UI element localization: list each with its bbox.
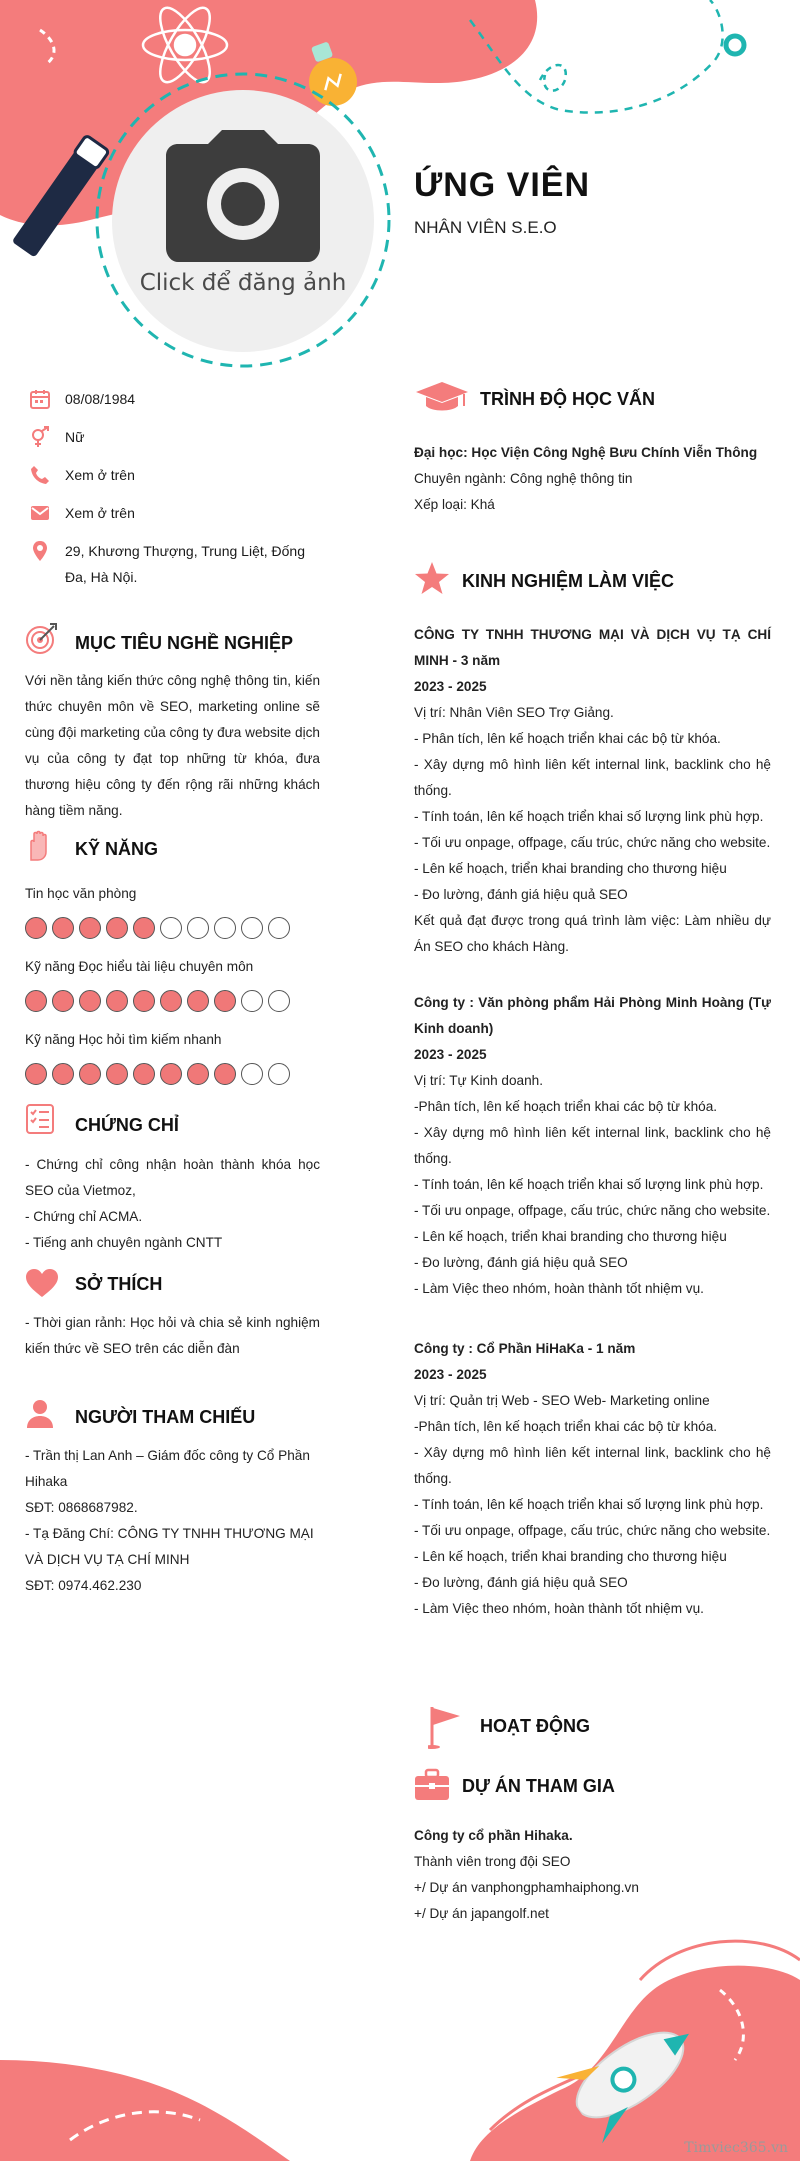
education-school: Đại học: Học Viện Công Nghệ Bưu Chính Viễn Thông	[414, 445, 758, 460]
rating-dot-filled	[52, 990, 74, 1012]
project-company: Công ty cổ phần Hihaka.	[414, 1828, 573, 1843]
certificates-title: CHỨNG CHỈ	[75, 1115, 179, 1135]
rating-dot-filled	[133, 1063, 155, 1085]
contact-text: 08/08/1984	[65, 391, 136, 407]
skills-title: KỸ NĂNG	[75, 839, 159, 859]
project-line: +/ Dự án vanphongphamhaiphong.vn	[414, 1880, 639, 1895]
rating-dot-empty	[268, 917, 290, 939]
hobbies-title: SỞ THÍCH	[75, 1274, 163, 1294]
project-line: Thành viên trong đội SEO	[414, 1854, 571, 1869]
education-major: Chuyên ngành: Công nghệ thông tin	[414, 471, 633, 486]
job-period: 2023 - 2025	[414, 1047, 487, 1062]
job-company: Công ty : Văn phòng phẩm Hải Phòng Minh Hoàng (Tự Kinh doanh)	[414, 995, 771, 1036]
rating-dot-filled	[160, 1063, 182, 1085]
job-line: - Xây dựng mô hình liên kết internal link, backlink cho hệ thống.	[414, 1445, 771, 1486]
education-grade: Xếp loại: Khá	[414, 497, 495, 512]
skill-rating	[25, 1063, 290, 1085]
job-company: Công ty : Cổ Phần HiHaKa - 1 năm	[414, 1341, 636, 1356]
job-line: - Tính toán, lên kế hoạch triển khai số lượng link phù hợp.	[414, 1497, 764, 1512]
job-period: 2023 - 2025	[414, 679, 487, 694]
job-line: Kết quả đạt được trong quá trình làm việc: Làm nhiều dự Án SEO cho khách Hàng.	[414, 913, 771, 954]
reference-item: SĐT: 0974.462.230	[25, 1578, 142, 1593]
rating-dot-filled	[187, 1063, 209, 1085]
job-line: Vị trí: Tự Kinh doanh.	[414, 1073, 543, 1088]
skill-label: Tin học văn phòng	[25, 886, 137, 901]
project-line: +/ Dự án japangolf.net	[414, 1906, 549, 1921]
job-line: Vị trí: Nhân Viên SEO Trợ Giảng.	[414, 705, 614, 720]
rating-dot-empty	[160, 917, 182, 939]
rating-dot-filled	[79, 990, 101, 1012]
job-line: -Phân tích, lên kế hoạch triển khai các bộ từ khóa.	[414, 1419, 718, 1434]
skill-label: Kỹ năng Đọc hiểu tài liệu chuyên môn	[25, 959, 254, 974]
reference-item: - Tạ Đăng Chí: CÔNG TY TNHH THƯƠNG MẠI VÀ DỊCH VỤ TẠ CHÍ MINH	[25, 1526, 314, 1567]
certificates-list	[25, 1152, 320, 1256]
rating-dot-empty	[214, 917, 236, 939]
job-company: CÔNG TY TNHH THƯƠNG MẠI VÀ DỊCH VỤ TẠ CHÍ MINH - 3 năm	[414, 627, 771, 668]
checklist-icon	[25, 1103, 55, 1135]
contact-text: Nữ	[65, 429, 85, 445]
rating-dot-filled	[52, 917, 74, 939]
rating-dot-filled	[79, 917, 101, 939]
rating-dot-filled	[25, 990, 47, 1012]
hobbies-text: - Thời gian rảnh: Học hỏi và chia sẻ kinh nghiệm kiến thức về SEO trên các diễn đàn	[25, 1315, 320, 1356]
hand-raised-icon	[25, 830, 51, 862]
experience-job	[414, 1336, 771, 1622]
reference-item: SĐT: 0868687982.	[25, 1500, 138, 1515]
job-line: - Làm Việc theo nhóm, hoàn thành tốt nhiệm vụ.	[414, 1601, 704, 1616]
graduation-cap-icon	[414, 380, 470, 414]
rating-dot-filled	[160, 990, 182, 1012]
location-pin-icon	[29, 540, 51, 562]
gender-icon	[29, 426, 51, 448]
job-line: - Tính toán, lên kế hoạch triển khai số lượng link phù hợp.	[414, 809, 764, 824]
certificate-item: - Tiếng anh chuyên ngành CNTT	[25, 1235, 223, 1250]
rating-dot-empty	[241, 990, 263, 1012]
flag-icon	[428, 1705, 462, 1749]
rating-dot-filled	[106, 1063, 128, 1085]
watermark: Timviec365.vn	[684, 2140, 788, 2156]
job-line: - Lên kế hoạch, triển khai branding cho thương hiệu	[414, 1229, 727, 1244]
skill-label: Kỹ năng Học hỏi tìm kiếm nhanh	[25, 1032, 222, 1047]
contact-text: Xem ở trên	[65, 505, 135, 521]
dashed-swirl	[540, 65, 566, 91]
job-line: Vị trí: Quản trị Web - SEO Web- Marketing online	[414, 1393, 710, 1408]
certificate-item: - Chứng chỉ công nhận hoàn thành khóa học SEO của Vietmoz,	[25, 1157, 320, 1198]
job-line: - Tối ưu onpage, offpage, cấu trúc, chức năng cho website.	[414, 1203, 771, 1218]
heart-icon	[25, 1268, 59, 1298]
activities-title: HOẠT ĐỘNG	[480, 1716, 590, 1736]
job-period: 2023 - 2025	[414, 1367, 487, 1382]
rating-dot-filled	[52, 1063, 74, 1085]
rating-dot-filled	[25, 917, 47, 939]
phone-icon	[29, 464, 51, 486]
rating-dot-filled	[106, 917, 128, 939]
calendar-icon	[29, 388, 51, 410]
target-icon	[25, 623, 57, 655]
teal-ring	[726, 36, 744, 54]
rating-dot-filled	[79, 1063, 101, 1085]
person-icon	[25, 1398, 55, 1430]
job-line: - Đo lường, đánh giá hiệu quả SEO	[414, 1575, 628, 1590]
rating-dot-filled	[133, 990, 155, 1012]
rating-dot-empty	[241, 917, 263, 939]
references-title: NGƯỜI THAM CHIẾU	[75, 1407, 256, 1427]
job-line: - Lên kế hoạch, triển khai branding cho thương hiệu	[414, 1549, 727, 1564]
email-icon	[29, 502, 51, 524]
rating-dot-empty	[241, 1063, 263, 1085]
job-line: - Lên kế hoạch, triển khai branding cho thương hiệu	[414, 861, 727, 876]
job-line: - Đo lường, đánh giá hiệu quả SEO	[414, 1255, 628, 1270]
briefcase-icon	[414, 1768, 450, 1802]
rating-dot-filled	[25, 1063, 47, 1085]
job-line: - Phân tích, lên kế hoạch triển khai các bộ từ khóa.	[414, 731, 721, 746]
education-details	[414, 440, 771, 518]
rating-dot-filled	[187, 990, 209, 1012]
objective-text: Với nền tảng kiến thức công nghệ thông tin, kiến thức chuyên môn về SEO, marketing online sẽ cùng đội marketing của công ty đưa website dịch vụ của công ty đạt top những từ khóa, đưa thương hiệu công ty đến rộng rãi những khách hàng tiềm năng.	[25, 673, 320, 818]
avatar-upload-label: Click để đăng ảnh	[139, 270, 347, 296]
job-line: - Xây dựng mô hình liên kết internal link, backlink cho hệ thống.	[414, 757, 771, 798]
skill-rating	[25, 990, 290, 1012]
job-line: - Tính toán, lên kế hoạch triển khai số lượng link phù hợp.	[414, 1177, 764, 1192]
experience-job	[414, 990, 771, 1302]
job-line: -Phân tích, lên kế hoạch triển khai các bộ từ khóa.	[414, 1099, 718, 1114]
job-line: - Xây dựng mô hình liên kết internal link, backlink cho hệ thống.	[414, 1125, 771, 1166]
bottom-left-blob	[0, 2060, 290, 2161]
job-line: - Làm Việc theo nhóm, hoàn thành tốt nhiệm vụ.	[414, 1281, 704, 1296]
candidate-position: NHÂN VIÊN S.E.O	[414, 218, 557, 237]
rating-dot-filled	[214, 1063, 236, 1085]
rating-dot-empty	[268, 1063, 290, 1085]
contact-text: 29, Khương Thượng, Trung Liệt, Đống Đa, Hà Nội.	[65, 543, 305, 585]
rating-dot-filled	[106, 990, 128, 1012]
projects-details	[414, 1823, 771, 1927]
star-icon	[414, 561, 450, 595]
job-line: - Tối ưu onpage, offpage, cấu trúc, chức năng cho website.	[414, 1523, 771, 1538]
references-list	[25, 1443, 320, 1599]
certificate-item: - Chứng chỉ ACMA.	[25, 1209, 143, 1224]
rating-dot-filled	[214, 990, 236, 1012]
contact-text: Xem ở trên	[65, 467, 135, 483]
rating-dot-empty	[187, 917, 209, 939]
experience-job	[414, 622, 771, 960]
job-line: - Đo lường, đánh giá hiệu quả SEO	[414, 887, 628, 902]
skill-rating	[25, 917, 290, 939]
job-line: - Tối ưu onpage, offpage, cấu trúc, chức năng cho website.	[414, 835, 771, 850]
education-title: TRÌNH ĐỘ HỌC VẤN	[480, 389, 655, 409]
projects-title: DỰ ÁN THAM GIA	[462, 1776, 615, 1796]
candidate-name: ỨNG VIÊN	[414, 166, 591, 204]
rating-dot-empty	[268, 990, 290, 1012]
experience-title: KINH NGHIỆM LÀM VIỆC	[462, 571, 675, 591]
reference-item: - Trần thị Lan Anh – Giám đốc công ty Cổ Phần Hihaka	[25, 1448, 310, 1489]
objective-title: MỤC TIÊU NGHỀ NGHIỆP	[75, 633, 294, 653]
camera-icon	[166, 130, 320, 262]
rating-dot-filled	[133, 917, 155, 939]
avatar-upload[interactable]	[112, 90, 374, 352]
